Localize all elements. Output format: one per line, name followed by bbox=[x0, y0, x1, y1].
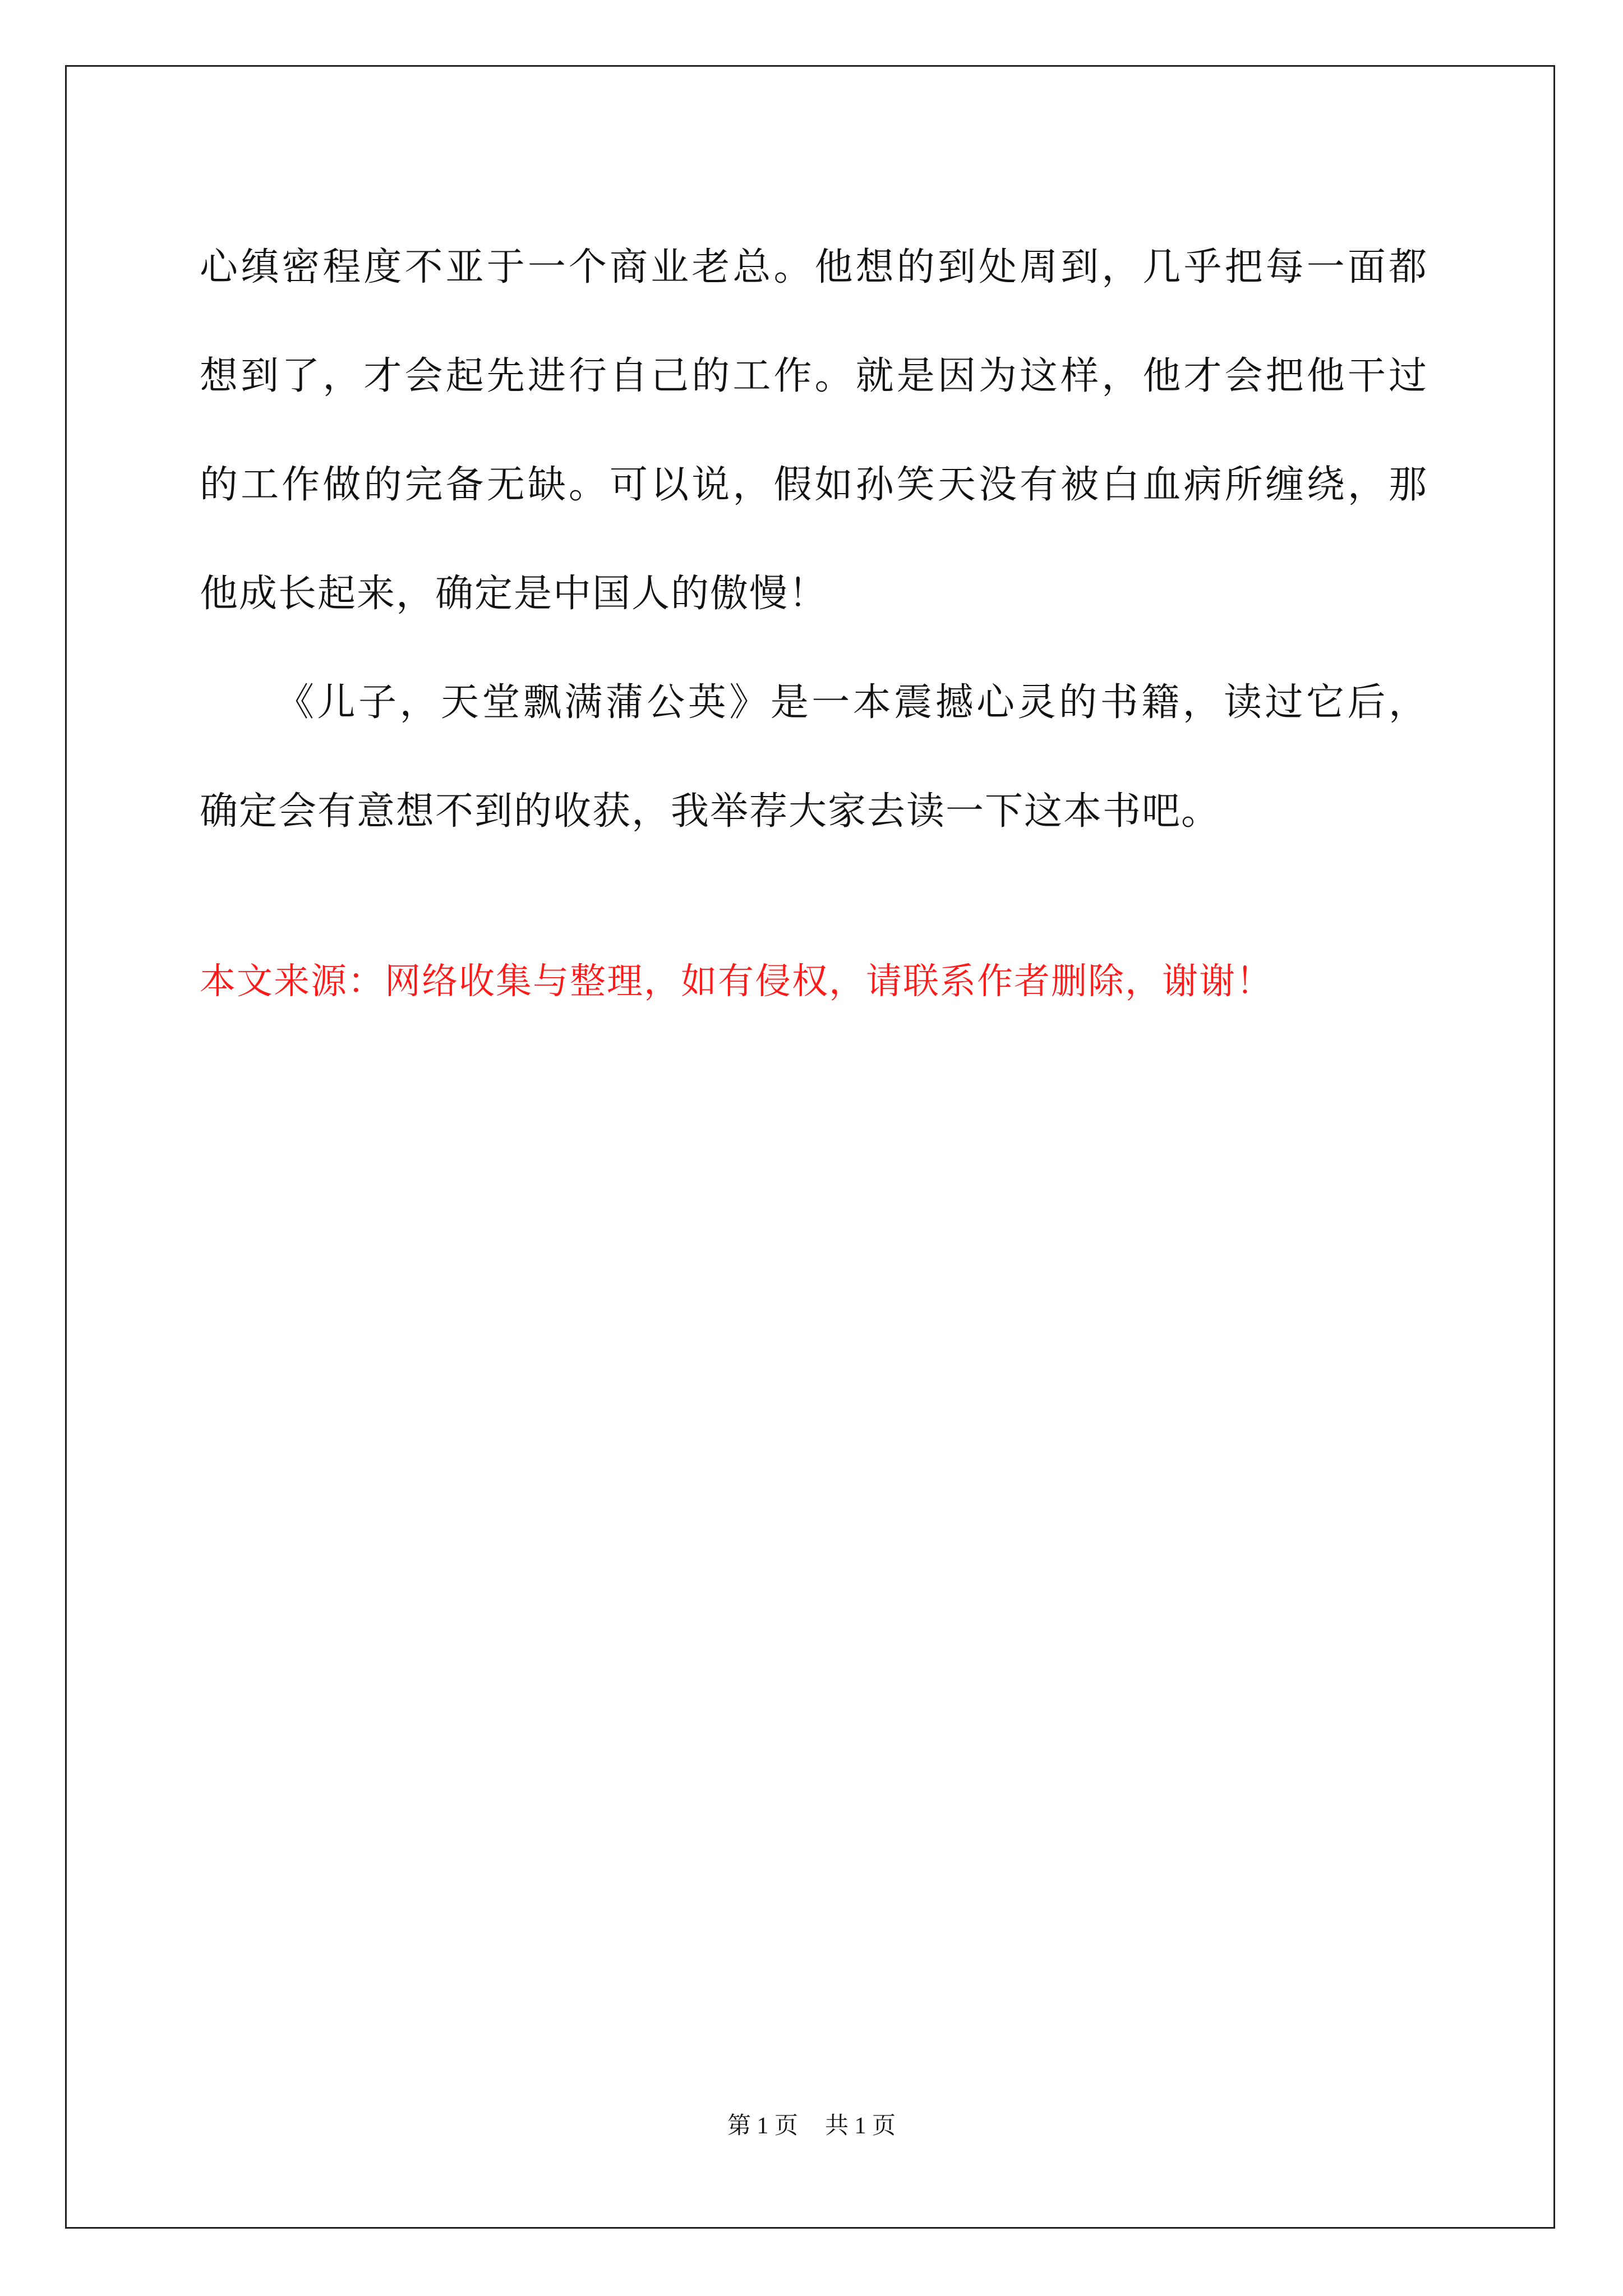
page-footer bbox=[0, 2109, 1623, 2143]
paragraph-1-line-4: 他成长起来，确定是中国人的傲慢！ bbox=[200, 572, 828, 616]
paragraph-2-line-2: 确定会有意想不到的收获，我举荐大家去读一下这本书吧。 bbox=[200, 789, 1221, 834]
page-number-current: 第 1 页 bbox=[727, 2113, 798, 2139]
paragraph-2-line-1: 《儿子，天堂飘满蒲公英》是一本震撼心灵的书籍，读过它后， bbox=[276, 680, 1428, 725]
document-body bbox=[200, 213, 1428, 866]
page-number-total: 共 1 页 bbox=[825, 2113, 896, 2139]
paragraph-1-line-1: 心缜密程度不亚于一个商业老总。他想的到处周到，几乎把每一面都 bbox=[200, 245, 1428, 289]
source-note: 本文来源：网络收集与整理，如有侵权，请联系作者删除，谢谢！ bbox=[200, 961, 1273, 1002]
paragraph-1-line-3: 的工作做的完备无缺。可以说，假如孙笑天没有被白血病所缠绕，那 bbox=[200, 463, 1428, 507]
paragraph-1-line-2: 想到了，才会起先进行自己的工作。就是因为这样，他才会把他干过 bbox=[200, 354, 1428, 398]
